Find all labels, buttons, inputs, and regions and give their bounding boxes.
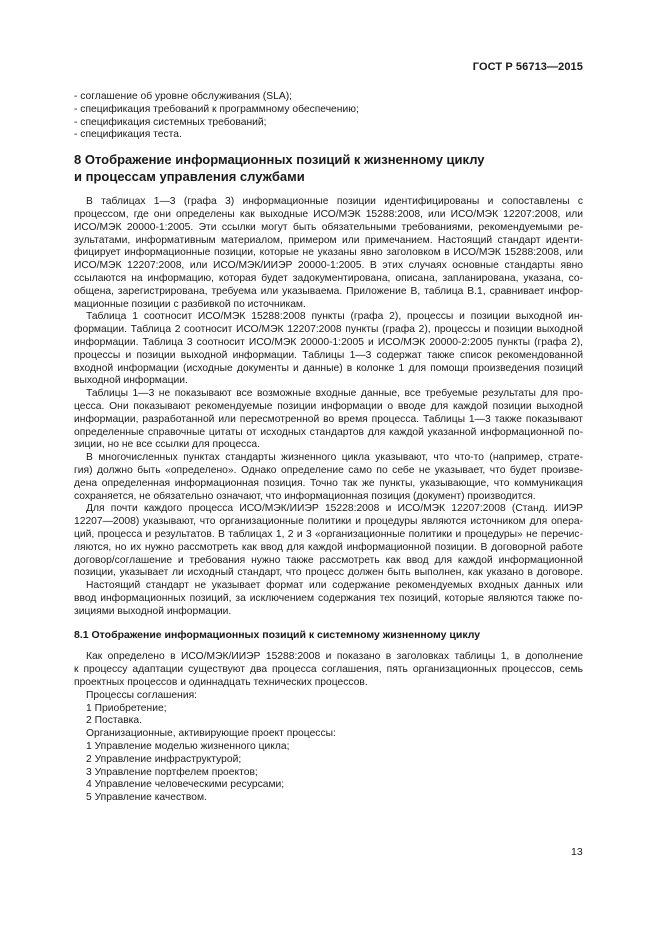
text-line: сохраняется, не обязательно означают, что информационная позиция (документ) производится. xyxy=(74,490,536,502)
section-title-line: и процессам управления службами xyxy=(74,168,305,184)
text-line: ций, процесса и результатов. В таблицах 1, 2 и 3 «организационные политики и процедуры» не перечис- xyxy=(74,528,583,540)
text-line: ИСО/МЭК 12207:2008, или ИСО/МЭК/ИИЭР 20000-1:2005. В этих случаях основные стандарты явно xyxy=(74,260,583,272)
list-item: 1 Управление моделью жизненного цикла; xyxy=(86,741,290,753)
list-item: 5 Управление качеством. xyxy=(86,792,207,804)
list-item: 2 Управление инфраструктурой; xyxy=(86,753,242,765)
text-line: информации, разработанной или пересмотренной во время процесса. Таблицы 1—3 также показывают xyxy=(74,413,583,425)
standard-header: ГОСТ Р 56713—2015 xyxy=(472,61,583,73)
text-line: информации. Таблица 3 соотносит ИСО/МЭК 20000-1:2005 и ИСО/МЭК 20000-2:2005 пункты (графа 2), xyxy=(74,336,583,348)
text-line: дена определенная информационная позиция. Точно так же пункты, указывающие, что коммуникация xyxy=(74,477,583,489)
text-line: Настоящий стандарт не указывает формат или содержание рекомендуемых входных данных или xyxy=(86,580,583,592)
text-line: процессом, где они определены как выходные ИСО/МЭК 15288:2008, или ИСО/МЭК 12207:2008, или xyxy=(74,208,583,220)
text-line: Как определено в ИСО/МЭК/ИИЭР 15288:2008 и показано в заголовках таблицы 1, в дополнение xyxy=(86,651,583,663)
list-item: - спецификация системных требований; xyxy=(74,116,267,128)
text-line: проектных процессов и одиннадцать технических процессов. xyxy=(74,677,368,689)
org-processes xyxy=(74,728,583,805)
list-item: - спецификация теста. xyxy=(74,129,182,141)
text-line: 12207—2008) указывают, что организационные политики и процедуры являются источником для опера- xyxy=(74,516,583,528)
list-heading: Процессы соглашения: xyxy=(86,689,198,701)
paragraph-2 xyxy=(74,311,583,388)
paragraph-4 xyxy=(74,452,583,503)
list-item: - соглашение об уровне обслуживания (SLA); xyxy=(74,91,292,102)
text-line: зультатами, информативным материалом, примером или примечанием. Настоящий стандарт иденти- xyxy=(74,234,583,246)
text-line: договор/соглашение и требования нужно также рассмотреть как ввод для каждой информационной xyxy=(74,554,583,566)
text-line: зициями выходной информации. xyxy=(74,605,232,617)
paragraph-1 xyxy=(74,196,583,311)
text-line: ссылаются на информацию, которая будет задокументирована, описана, запланирована, указана, со- xyxy=(74,272,583,284)
text-line: цесса. Они показывают рекомендуемые позиции информации о вводе для каждой позиции выходной xyxy=(74,400,583,412)
section-8-heading xyxy=(74,152,583,185)
text-line: определенные справочные цитаты от исходных стандартов для каждой указанной информационной по- xyxy=(74,426,583,438)
text-line: выходной информации. xyxy=(74,375,188,387)
top-list xyxy=(74,91,583,142)
list-item: 2 Поставка. xyxy=(86,715,142,727)
list-item: 1 Приобретение; xyxy=(86,702,167,714)
page-content xyxy=(74,91,583,805)
paragraph-3 xyxy=(74,388,583,452)
text-line: Таблицы 1—3 не показывают все возможные входные данные, все требуемые результаты для про- xyxy=(86,388,583,400)
subsection-title: 8.1 Отображение информационных позиций к системному жизненному циклу xyxy=(74,629,481,642)
text-line: ляются, но их нужно рассмотреть как ввод для каждой информационной позиции. В договорной работе xyxy=(74,541,583,553)
list-item: - спецификация требований к программному обеспечению; xyxy=(74,103,359,115)
paragraph-7 xyxy=(74,651,583,689)
text-line: позиции, указывает ли исходный стандарт, что процесс должен быть выполнен, как указано в договоре. xyxy=(74,567,583,579)
list-heading: Организационные, активирующие проект процессы: xyxy=(86,728,336,740)
section-8-1-heading xyxy=(74,629,583,642)
text-line: Таблица 1 соотносит ИСО/МЭК 15288:2008 пункты (графа 2), процессы и позиции выходной ин- xyxy=(86,311,583,323)
text-line: В многочисленных пунктах стандарты жизненного цикла указывают, что что-то (например, страте- xyxy=(86,452,583,464)
section-title-line: 8 Отображение информационных позиций к жизненному циклу xyxy=(74,152,485,168)
text-line: зиции, но не все ссылки для процесса. xyxy=(74,439,260,451)
text-line: В таблицах 1—3 (графа 3) информационные позиции идентифицированы и сопоставлены с xyxy=(86,196,583,208)
text-line: ИСО/МЭК 20000-1:2005. Эти ссылки могут быть обязательными требованиями, рекомендуемыми ре- xyxy=(74,221,583,233)
text-line: ввод информационных позиций, за исключением содержания тех позиций, которые являются также по- xyxy=(74,592,583,604)
text-line: гия) должно быть «определено». Однако определение само по себе не указывает, что будет произве- xyxy=(74,464,583,476)
text-line: входной информации (исходные документы и данные) в колонке 1 для помощи произведения позиций xyxy=(74,362,583,374)
page-number: 13 xyxy=(571,846,583,858)
agreement-processes xyxy=(74,690,583,728)
text-line: процессы и позиции выходной информации. Таблицы 1—3 содержат также список рекомендованной xyxy=(74,349,583,361)
text-line: формации. Таблица 2 соотносит ИСО/МЭК 12207:2008 пункты (графа 2), процессы и позиции выходной xyxy=(74,324,583,336)
paragraph-6 xyxy=(74,580,583,618)
text-line: общена, зарегистрирована, требуема или указываема. Приложение В, таблица В.1, сравнивает инфор- xyxy=(74,285,583,297)
text-line: Для почти каждого процесса ИСО/МЭК/ИИЭР 15228:2008 и ИСО/МЭК 12207:2008 (Станд. ИИЭР xyxy=(86,503,583,515)
list-item: 4 Управление человеческими ресурсами; xyxy=(86,779,285,791)
list-item: 3 Управление портфелем проектов; xyxy=(86,766,258,778)
text-line: к процессу адаптации существуют два процесса соглашения, пять организационных процессов, семь xyxy=(74,664,583,676)
paragraph-5 xyxy=(74,503,583,580)
text-line: мационные позиции с разбивкой по источникам. xyxy=(74,298,306,310)
text-line: фицирует информационные позиции, которые не указаны явно заголовком в ИСО/МЭК 15288:2008, или xyxy=(74,247,583,259)
